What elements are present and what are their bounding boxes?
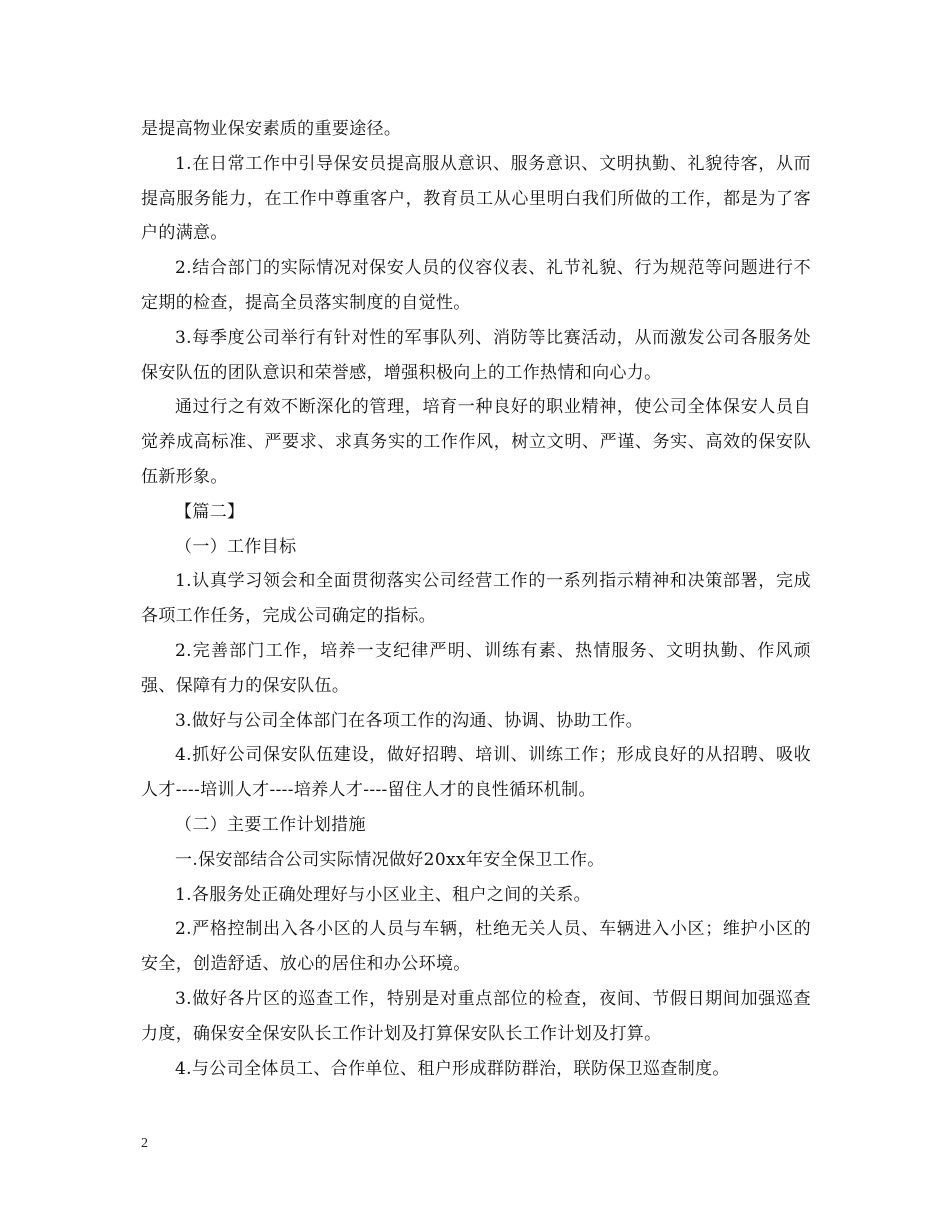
paragraph: 4.与公司全体员工、合作单位、租户形成群防群治，联防保卫巡查制度。 bbox=[175, 1058, 730, 1079]
paragraph: 2.结合部门的实际情况对保安人员的仪容仪表、礼节礼貌、行为规范等问题进行不定期的检查，提高全员落实制度的自觉性。 bbox=[141, 258, 811, 313]
paragraph: 一.保安部结合公司实际情况做好20xx年安全保卫工作。 bbox=[175, 849, 605, 870]
paragraph: 4.抓好公司保安队伍建设，做好招聘、培训、训练工作；形成良好的从招聘、吸收人才----培训人才----培养人才----留住人才的良性循环机制。 bbox=[141, 745, 811, 801]
subsection-heading: （一）工作目标 bbox=[175, 536, 297, 557]
paragraph: 3.每季度公司举行有针对性的军事队列、消防等比赛活动，从而激发公司各服务处保安队伍的团队意识和荣誉感，增强积极向上的工作热情和向心力。 bbox=[141, 327, 811, 383]
page-number: 2 bbox=[141, 1136, 148, 1151]
paragraph: 2.严格控制出入各小区的人员与车辆，杜绝无关人员、车辆进入小区；维护小区的安全，创造舒适、放心的居住和办公环境。 bbox=[141, 919, 811, 975]
paragraph: 通过行之有效不断深化的管理，培育一种良好的职业精神，使公司全体保安人员自觉养成高标准、严要求、求真务实的工作作风，树立文明、严谨、务实、高效的保安队伍新形象。 bbox=[141, 397, 811, 487]
section-heading: 【篇二】 bbox=[175, 501, 245, 522]
document-body bbox=[141, 112, 811, 1086]
paragraph: 1.各服务处正确处理好与小区业主、租户之间的关系。 bbox=[175, 884, 591, 905]
paragraph: 1.在日常工作中引导保安员提高服从意识、服务意识、文明执勤、礼貌待客，从而提高服务能力，在工作中尊重客户，教育员工从心里明白我们所做的工作，都是为了客户的满意。 bbox=[141, 153, 811, 244]
paragraph: 是提高物业保安素质的重要途径。 bbox=[141, 119, 402, 139]
paragraph: 3.做好与公司全体部门在各项工作的沟通、协调、协助工作。 bbox=[175, 710, 644, 731]
paragraph: 3.做好各片区的巡查工作，特别是对重点部位的检查，夜间、节假日期间加强巡查力度，确保安全保安队长工作计划及打算保安队长工作计划及打算。 bbox=[141, 988, 811, 1044]
paragraph: 2.完善部门工作，培养一支纪律严明、训练有素、热情服务、文明执勤、作风顽强、保障有力的保安队伍。 bbox=[141, 640, 811, 696]
paragraph: 1.认真学习领会和全面贯彻落实公司经营工作的一系列指示精神和决策部署，完成各项工作任务，完成公司确定的指标。 bbox=[141, 571, 811, 627]
subsection-heading: （二）主要工作计划措施 bbox=[175, 814, 366, 835]
